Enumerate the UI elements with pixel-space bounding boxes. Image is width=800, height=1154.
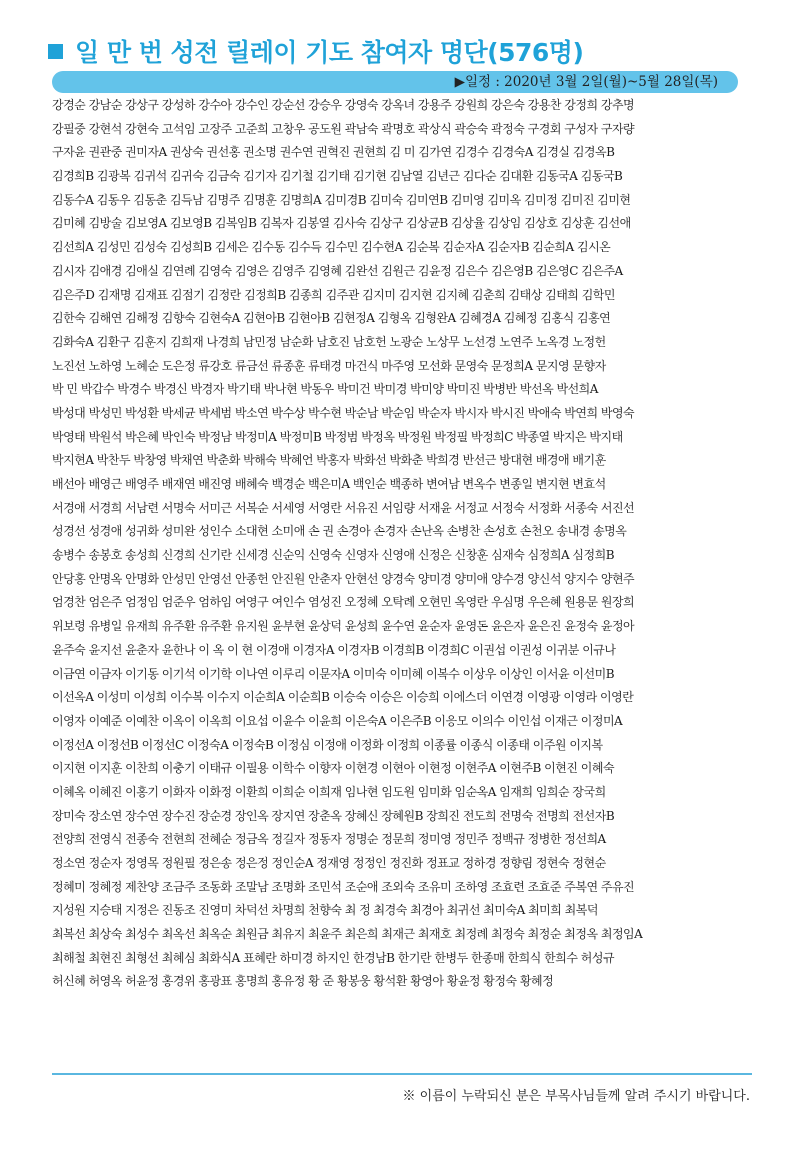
name-line: 서경애 서경희 서남련 서명숙 서미근 서복순 서세영 서영란 서유진 서임량 서재윤 서정교 서정숙 서정화 서종숙 서진선 [52,500,635,515]
name-line: 정소연 정순자 정영목 정원필 정은송 정은정 정인순A 정재영 정정인 정진화 정표교 정하경 정향림 정현숙 정현순 [52,856,606,870]
name-line: 이혜옥 이혜진 이홍기 이화자 이화정 이환희 이희순 이희재 임나현 임도원 임미화 임순옥A 임재희 임희순 장국희 [52,784,606,799]
name-line: 김한숙 김해연 김해정 김향숙 김현숙A 김현아B 김현아B 김현정A 김형옥 김형완A 김혜경A 김혜정 김홍식 김홍연 [52,311,611,326]
name-line: 허신혜 허영옥 허윤정 홍경위 홍광표 홍명희 홍유정 황 준 황봉웅 황석환 황영아 황윤정 황정숙 황혜정 [52,974,554,989]
name-line: 구자윤 권관중 권미자A 권상숙 권선홍 권소명 권수연 권혁진 권현희 김 미 김가연 김경수 김경숙A 김경실 김경옥B [52,145,615,160]
name-line: 안당홍 안명옥 안명화 안성민 안영선 안종헌 안진원 안춘자 안현선 양경숙 양미경 양미애 양수경 양신석 양지수 양현주 [52,571,635,586]
name-line: 전양희 전영식 전종숙 전현희 전혜순 정금옥 정길자 정동자 정명순 정문희 정미영 정민주 정백규 정병한 정선희A [52,832,606,847]
name-line: 성경선 성경애 성귀화 성미완 성인수 소대현 소미애 손 권 손경아 손경자 손난옥 손병찬 손성호 손천오 송내경 송명옥 [52,524,627,539]
name-line: 최해철 최현진 최형선 최혜심 최화식A 표혜란 하미경 하지인 한경남B 한기란 한병두 한종매 한희식 한희수 허성규 [52,950,615,965]
name-line: 김동수A 김동우 김동춘 김득남 김명주 김명훈 김명희A 김미경B 김미숙 김미연B 김미영 김미옥 김미정 김미진 김미현 [52,192,631,207]
footer-note: ※ 이름이 누락되신 분은 부목사님들께 알려 주시기 바랍니다. [402,1089,750,1104]
name-line: 이지현 이지훈 이찬희 이충기 이태규 이필용 이학수 이향자 이현경 이현아 이현정 이현주A 이현주B 이현진 이혜숙 [52,761,615,776]
name-line: 이금연 이금자 이기동 이기석 이기학 이나연 이루리 이문자A 이미숙 이미혜 이복수 이상우 이상인 이서윤 이선미B [52,666,615,681]
name-line: 지성원 지승태 지정은 진동조 진영미 차덕선 차명희 천향숙 최 정 최경숙 최경아 최귀선 최미숙A 최미희 최복덕 [52,903,598,918]
name-line: 강경순 강남순 강상구 강성하 강수아 강수인 강순선 강승우 강영숙 강옥녀 강용주 강원희 강은숙 강용찬 강정희 강추명 [52,98,635,112]
name-line: 정혜미 정혜정 제찬양 조금주 조동화 조말남 조명화 조민석 조순애 조외숙 조유미 조하영 조효련 조효준 주복연 주유진 [52,879,635,894]
name-line: 이영자 이예준 이예찬 이옥이 이옥희 이요섭 이윤수 이윤희 이은숙A 이은주B 이응모 이의수 이인섭 이재근 이정미A [52,713,623,728]
name-line: 김시자 김애경 김애실 김연례 김영숙 김영은 김영주 김영혜 김완선 김원근 김윤정 김은수 김은영B 김은영C 김은주A [52,263,623,278]
page-title: 일 만 번 성전 릴레이 기도 참여자 명단(576명) [75,38,584,67]
name-line: 엄경찬 엄은주 엄정임 엄준우 엄하임 여영구 여인수 염성진 오정혜 오탁례 오현민 옥영란 우심명 우은혜 원용문 원장희 [52,595,635,610]
name-line: 김경희B 김광복 김귀석 김귀숙 김금숙 김기자 김기철 김기태 김기현 김남열 김년근 김다순 김대환 김동국A 김동국B [52,169,623,184]
schedule-bar [52,71,738,93]
name-line: 위보령 유병일 유재희 유주환 유주환 유지원 윤부현 윤상덕 윤성희 윤수연 윤순자 윤영돈 윤은자 윤은진 윤정숙 윤정아 [52,619,635,634]
name-line: 윤주숙 윤지선 윤춘자 윤한나 이 옥 이 현 이경애 이경자A 이경자B 이경희B 이경희C 이권섭 이권성 이귀분 이규나 [52,642,616,657]
footer-divider [52,1073,752,1075]
name-line: 노진선 노하영 노혜순 도은정 류강호 류금선 류종훈 류태경 마건식 마주영 모선화 문영숙 문정희A 문지영 문향자 [52,358,606,373]
name-line: 이정선A 이정선B 이정선C 이정숙A 이정숙B 이정심 이정애 이정화 이정희 이종률 이종식 이종태 이주원 이지복 [52,737,603,752]
name-line: 김은주D 김재명 김재표 김점기 김정란 김정희B 김종희 김주관 김지미 김지현 김지혜 김춘희 김태상 김태희 김학민 [52,287,615,302]
square-bullet-icon [48,44,63,59]
name-line: 최복선 최상숙 최성수 최옥선 최옥순 최원금 최유지 최윤주 최은희 최재근 최재호 최정례 최정숙 최정순 최정옥 최정임A [52,927,643,942]
name-line: 이선옥A 이성미 이성희 이수복 이수지 이순희A 이순희B 이승숙 이승은 이승희 이에스더 이연경 이영광 이영라 이영란 [52,690,634,705]
participant-names [52,94,752,994]
name-line: 박지현A 박찬두 박창영 박채연 박춘화 박해숙 박혜언 박홍자 박화선 박화춘 박희경 반선근 방대현 배경애 배기훈 [52,453,606,468]
name-line: 김화숙A 김환구 김훈지 김희재 나경희 남민정 남순화 남호진 남호헌 노광순 노상무 노선경 노연주 노옥경 노정헌 [52,334,606,349]
schedule-text: ▶일정 : 2020년 3월 2일(월)~5월 28일(목) [454,74,718,90]
name-line: 박 민 박갑수 박경수 박경신 박경자 박기태 박나현 박동우 박미건 박미경 박미양 박미진 박병반 박선옥 박선희A [52,382,598,397]
name-line: 김선희A 김성민 김성숙 김성희B 김세은 김수동 김수득 김수민 김수현A 김순복 김순자A 김순자B 김순희A 김시온 [52,240,611,255]
name-line: 강필중 강현석 강현숙 고석임 고장주 고준희 고창우 공도원 곽남숙 곽명호 곽상식 곽승숙 곽정숙 구경회 구성자 구자량 [52,121,635,136]
name-line: 송병수 송봉호 송성희 신경희 신기란 신세경 신순익 신영숙 신영자 신영애 신정은 신창훈 심재숙 심정희A 심정희B [52,548,615,563]
name-line: 박성대 박성민 박성환 박세균 박세범 박소연 박수상 박수현 박순남 박순임 박순자 박시자 박시진 박애숙 박연희 박영숙 [52,405,635,420]
name-line: 박영태 박원석 박은혜 박인숙 박정남 박정미A 박정미B 박정범 박정옥 박정원 박정필 박정희C 박종열 박지은 박지태 [52,429,623,444]
name-line: 배선아 배영근 배영주 배재연 배진영 배혜숙 백경순 백은미A 백인순 백종하 변여남 변옥수 변종일 변지현 변효석 [52,477,606,491]
page-header [48,34,583,68]
name-line: 김미혜 김방술 김보영A 김보영B 김복임B 김복자 김봉열 김사숙 김상구 김상균B 김상율 김상임 김상호 김상훈 김선애 [52,216,631,231]
name-line: 장미숙 장소연 장수연 장수진 장순경 장인옥 장지연 장춘옥 장혜신 장혜원B 장희진 전도희 전명숙 전명희 전선자B [52,808,615,823]
